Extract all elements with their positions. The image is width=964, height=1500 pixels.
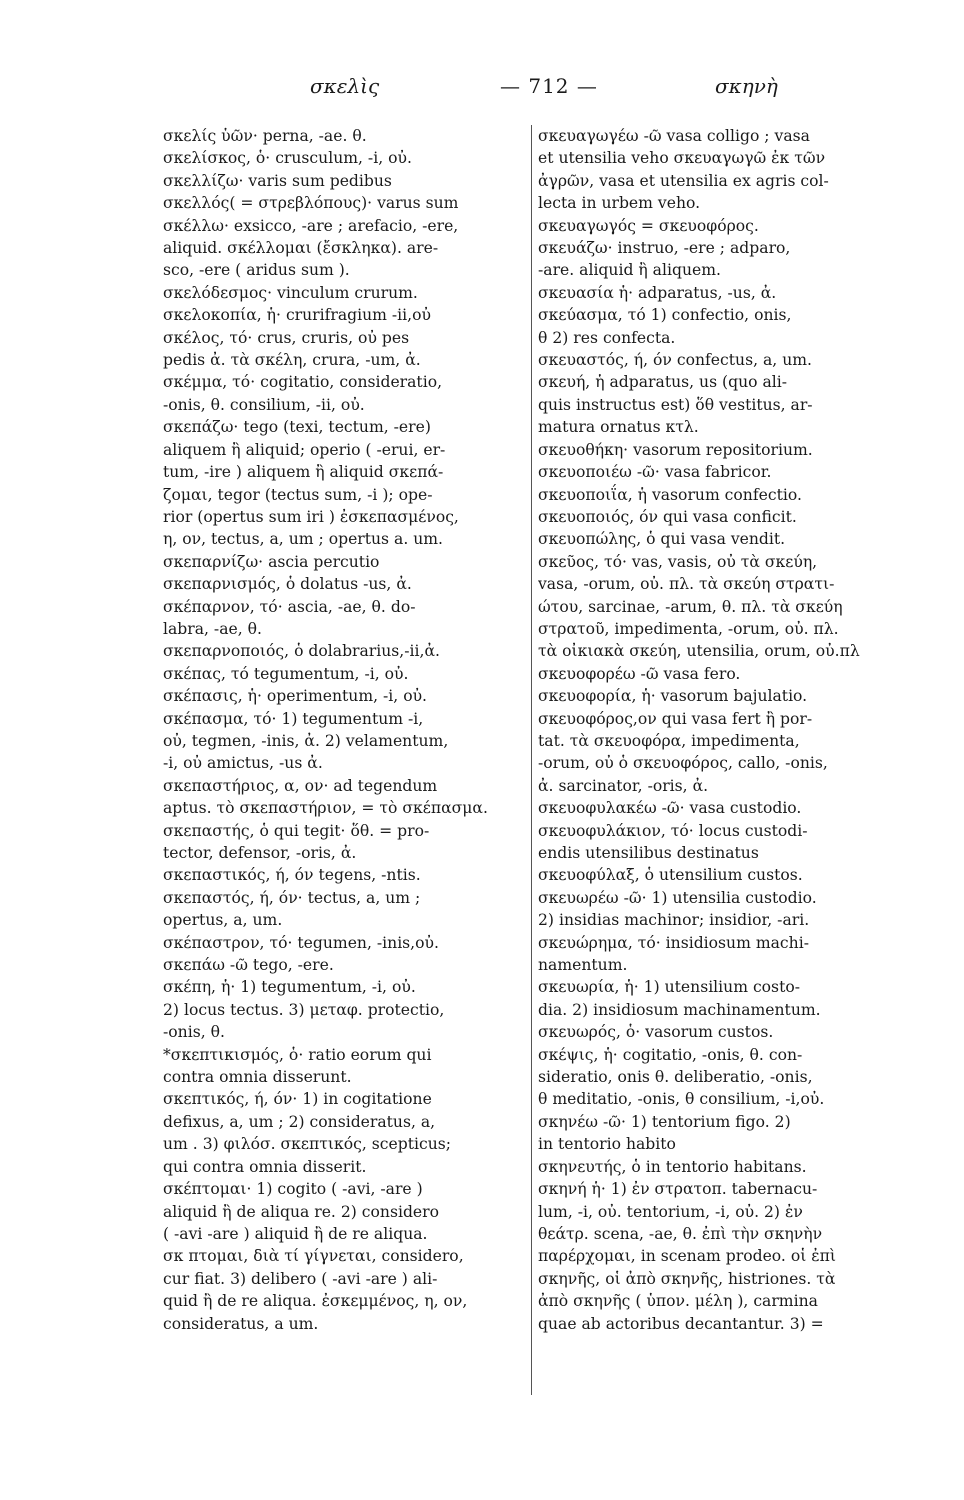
entry-line: σκέψις, ἡ· cogitatio, -onis, θ. con- xyxy=(538,1045,803,1064)
entry-line: lecta in urbem veho. xyxy=(538,194,701,213)
entry-line: σκέπαστρον, τό· tegumen, -inis,οὐ. xyxy=(163,933,439,952)
entry-line: tector, defensor, -oris, ἀ. xyxy=(163,844,357,862)
entry-line: σκηνῆς, οἱ ἀπὸ σκηνῆς, histriones. τὰ xyxy=(538,1269,836,1288)
entry-line: σκευωρέω -ῶ· 1) utensilia custodio. xyxy=(538,888,817,907)
entry-line: aptus. τὸ σκεπαστήριον, = τὸ σκέπασμα. xyxy=(163,799,488,818)
entry-line: σκέμμα, τό· cogitatio, consideratio, xyxy=(163,373,443,392)
entry-line: σκελίς ὑῶν· perna, -ae. θ. xyxy=(163,127,367,145)
entry-line: σκηνέω -ῶ· 1) tentorium figo. 2) xyxy=(538,1112,791,1131)
entry-line: σκευή, ἡ adparatus, us (quo ali- xyxy=(538,373,788,392)
entry-line: σκελλός( = στρεβλόπους)· varus sum xyxy=(163,194,459,213)
entry-line: 2) locus tectus. 3) μεταφ. protectio, xyxy=(163,1000,445,1019)
entry-line: ἀ. sarcinator, -oris, ἀ. xyxy=(538,776,709,795)
entry-line: dia. 2) insidiosum machinamentum. xyxy=(538,1000,821,1019)
entry-line: σκευαγωγός = σκευοφόρος. xyxy=(538,216,759,235)
entry-line: σκευοπώλης, ὁ qui vasa vendit. xyxy=(538,530,786,549)
entry-line: -orum, οὐ ὁ σκευοφόρος, callo, -onis, xyxy=(538,754,828,773)
entry-line: -onis, θ. xyxy=(163,1023,225,1042)
entry-line: ἀπὸ σκηνῆς ( ὑπον. μέλη ), carmina xyxy=(538,1292,818,1311)
entry-line: quis instructus est) ὅθ vestitus, ar- xyxy=(538,395,813,414)
entry-line: 2) insidias machinor; insidior, -ari. xyxy=(538,911,810,930)
entry-line: σκέπας, τό tegumentum, -i, οὐ. xyxy=(163,664,409,683)
entry-line: σκέπτομαι· 1) cogito ( -avi, -are ) xyxy=(163,1180,423,1199)
entry-line: aliquid ἢ de aliqua re. 2) considero xyxy=(163,1202,440,1221)
entry-line: σκεπτικός, ή, όν· 1) in cogitatione xyxy=(163,1090,432,1109)
entry-line: σκελλίζω· varis sum pedibus xyxy=(163,171,392,190)
entry-line: σκευοφορία, ἡ· vasorum bajulatio. xyxy=(538,687,808,706)
entry-line: labra, -ae, θ. xyxy=(163,619,262,638)
entry-line: in tentorio habito xyxy=(538,1135,676,1154)
entry-line: quid ἢ de re aliqua. ἐσκεμμένος, η, ον, xyxy=(163,1292,468,1311)
left-column xyxy=(163,125,526,1405)
entry-line: quae ab actoribus decantantur. 3) = xyxy=(538,1314,824,1333)
entry-line: σκευοποιέω -ῶ· vasa fabricor. xyxy=(538,463,772,482)
entry-line: σκευώρημα, τό· insidiosum machi- xyxy=(538,933,809,952)
entry-line: σκεύασμα, τό 1) confectio, onis, xyxy=(538,306,792,325)
right-column xyxy=(538,125,901,1405)
entry-line: θ meditatio, -onis, θ consilium, -i,οὐ. xyxy=(538,1090,825,1109)
entry-line: σκελίσκος, ὁ· crusculum, -i, οὐ. xyxy=(163,149,412,168)
entry-line: οὐ, tegmen, -inis, ἀ. 2) velamentum, xyxy=(163,731,449,750)
header-left-word: σκελὶς xyxy=(310,74,380,98)
entry-line: *σκεπτικισμός, ὁ· ratio eorum qui xyxy=(163,1045,432,1064)
entry-line: σκεπαστικός, ή, όν tegens, -ntis. xyxy=(163,866,421,885)
entry-line: σκευαγωγέω -ῶ vasa colligo ; vasa xyxy=(538,127,810,145)
entry-line: στρατοῦ, impedimenta, -orum, οὐ. πλ. xyxy=(538,619,839,638)
entry-line: σκευοφόρος,ον qui vasa fert ἢ por- xyxy=(538,709,813,728)
entry-line: σκευάζω· instruo, -ere ; adparo, xyxy=(538,239,791,258)
entry-line: σκευωρός, ὁ· vasorum custos. xyxy=(538,1023,774,1042)
entry-line: cur fiat. 3) delibero ( -avi -are ) ali- xyxy=(163,1269,438,1288)
entry-line: matura ornatus κτλ. xyxy=(538,418,699,437)
entry-line: σκέπη, ἡ· 1) tegumentum, -i, οὐ. xyxy=(163,978,416,997)
entry-line: σκευοφυλάκιον, τό· locus custodi- xyxy=(538,821,808,840)
entry-line: σκευαστός, ή, όν confectus, a, um. xyxy=(538,351,812,370)
entry-line: σκευασία ἡ· adparatus, -us, ἀ. xyxy=(538,283,777,302)
entry-line: σκεπαρνοποιός, ὁ dolabrarius,-ii,ἀ. xyxy=(163,642,440,661)
entry-line: tum, -ire ) aliquem ἢ aliquid σκεπά- xyxy=(163,463,444,482)
entry-line: ( -avi -are ) aliquid ἢ de re aliqua. xyxy=(163,1224,428,1243)
entry-line: rior (opertus sum iri ) ἐσκεπασμένος, xyxy=(163,507,459,526)
entry-line: et utensilia veho σκευαγωγῶ ἐκ τῶν xyxy=(538,149,826,168)
entry-line: σκεπαστής, ὁ qui tegit· ὅθ. = pro- xyxy=(163,821,430,840)
entry-line: tat. τὰ σκευοφόρα, impedimenta, xyxy=(538,731,800,750)
entry-line: ἀγρῶν, vasa et utensilia ex agris col- xyxy=(538,171,829,190)
entry-line: σκεπαστός, ή, όν· tectus, a, um ; xyxy=(163,888,421,907)
entry-line: aliquid. σκέλλομαι (ἔσκληκα). are- xyxy=(163,239,439,258)
entry-line: ώτου, sarcinae, -arum, θ. πλ. τὰ σκεύη xyxy=(538,597,843,616)
entry-line: σκηνή ἡ· 1) ἐν στρατοπ. tabernacu- xyxy=(538,1180,818,1199)
entry-line: σκεπάζω· tego (texi, tectum, -ere) xyxy=(163,418,431,437)
entry-line: endis utensilibus destinatus xyxy=(538,844,759,862)
entry-line: vasa, -orum, οὐ. πλ. τὰ σκεύη στρατι- xyxy=(538,575,835,594)
entry-line: σκέλος, τό· crus, cruris, οὐ pes xyxy=(163,328,410,347)
entry-line: σκεπαρνίζω· ascia percutio xyxy=(163,552,380,571)
entry-line: σκέπαρνον, τό· ascia, -ae, θ. do- xyxy=(163,597,416,616)
entry-line: σκευοθήκη· vasorum repositorium. xyxy=(538,440,813,459)
entry-line: σκέπασις, ἡ· operimentum, -i, οὐ. xyxy=(163,687,428,706)
entry-line: σκ πτομαι, διὰ τί γίγνεται, considero, xyxy=(163,1247,464,1266)
entry-line: σκεῦος, τό· vas, vasis, οὐ τὰ σκεύη, xyxy=(538,552,818,571)
page-number: — 712 — xyxy=(500,74,598,98)
entry-line: σκεπαστήριος, α, ον· ad tegendum xyxy=(163,776,438,795)
column-divider xyxy=(531,125,532,1395)
entry-line: defixus, a, um ; 2) consideratus, a, xyxy=(163,1112,436,1131)
entry-line: namentum. xyxy=(538,956,628,975)
entry-line: σκέπασμα, τό· 1) tegumentum -i, xyxy=(163,709,424,728)
entry-line: σκευοποιός, όν qui vasa conficit. xyxy=(538,507,797,526)
entry-line: -i, οὐ amictus, -us ἀ. xyxy=(163,754,323,773)
entry-line: σκεπαρνισμός, ὁ dolatus -us, ἀ. xyxy=(163,575,412,594)
entry-line: qui contra omnia disserit. xyxy=(163,1157,367,1176)
entry-line: σκηνευτής, ὁ in tentorio habitans. xyxy=(538,1157,807,1176)
entry-line: pedis ἀ. τὰ σκέλη, crura, -um, ἀ. xyxy=(163,351,421,370)
entry-line: η, ον, tectus, a, um ; opertus a. um. xyxy=(163,530,444,549)
entry-line: σκευοφυλακέω -ῶ· vasa custodio. xyxy=(538,799,802,818)
entry-line: um . 3) φιλόσ. σκεπτικός, scepticus; xyxy=(163,1135,451,1154)
entry-line: σκευοφορέω -ῶ vasa fero. xyxy=(538,664,741,683)
entry-line: σκελόδεσμος· vinculum crurum. xyxy=(163,283,418,302)
entry-line: παρέρχομαι, in scenam prodeo. οἱ ἐπὶ xyxy=(538,1247,837,1266)
entry-line: θ 2) res confecta. xyxy=(538,328,676,347)
running-header xyxy=(140,74,850,114)
entry-line: contra omnia disserunt. xyxy=(163,1068,352,1087)
entry-line: σκεπάω -ῶ tego, -ere. xyxy=(163,956,334,975)
entry-line: σκευωρία, ἡ· 1) utensilium costo- xyxy=(538,978,800,997)
entry-line: σκευοποιΐα, ἡ vasorum confectio. xyxy=(538,485,802,504)
entry-line: consideratus, a um. xyxy=(163,1314,319,1333)
entry-line: -are. aliquid ἢ aliquem. xyxy=(538,261,721,280)
entry-line: ζομαι, tegor (tectus sum, -i ); ope- xyxy=(163,485,433,504)
entry-line: θεάτρ. scena, -ae, θ. ἐπὶ τὴν σκηνὴν xyxy=(538,1224,823,1243)
entry-line: sideratio, onis θ. deliberatio, -onis, xyxy=(538,1068,813,1087)
entry-line: lum, -i, οὐ. tentorium, -i, οὐ. 2) ἐν xyxy=(538,1202,803,1221)
entry-line: sco, -ere ( aridus sum ). xyxy=(163,261,350,280)
entry-line: σκελοκοπία, ἡ· crurifragium -ii,οὐ xyxy=(163,306,431,325)
entry-line: aliquem ἢ aliquid; operio ( -erui, er- xyxy=(163,440,446,459)
entry-line: σκευοφύλαξ, ὁ utensilium custos. xyxy=(538,866,803,885)
entry-line: opertus, a, um. xyxy=(163,911,283,930)
entry-line: σκέλλω· exsicco, -are ; arefacio, -ere, xyxy=(163,216,459,235)
entry-line: -onis, θ. consilium, -ii, οὐ. xyxy=(163,395,365,414)
entry-line: τὰ οἰκιακὰ σκεύη, utensilia, orum, οὐ.πλ xyxy=(538,642,860,661)
header-right-word: σκηνὴ xyxy=(715,74,778,98)
